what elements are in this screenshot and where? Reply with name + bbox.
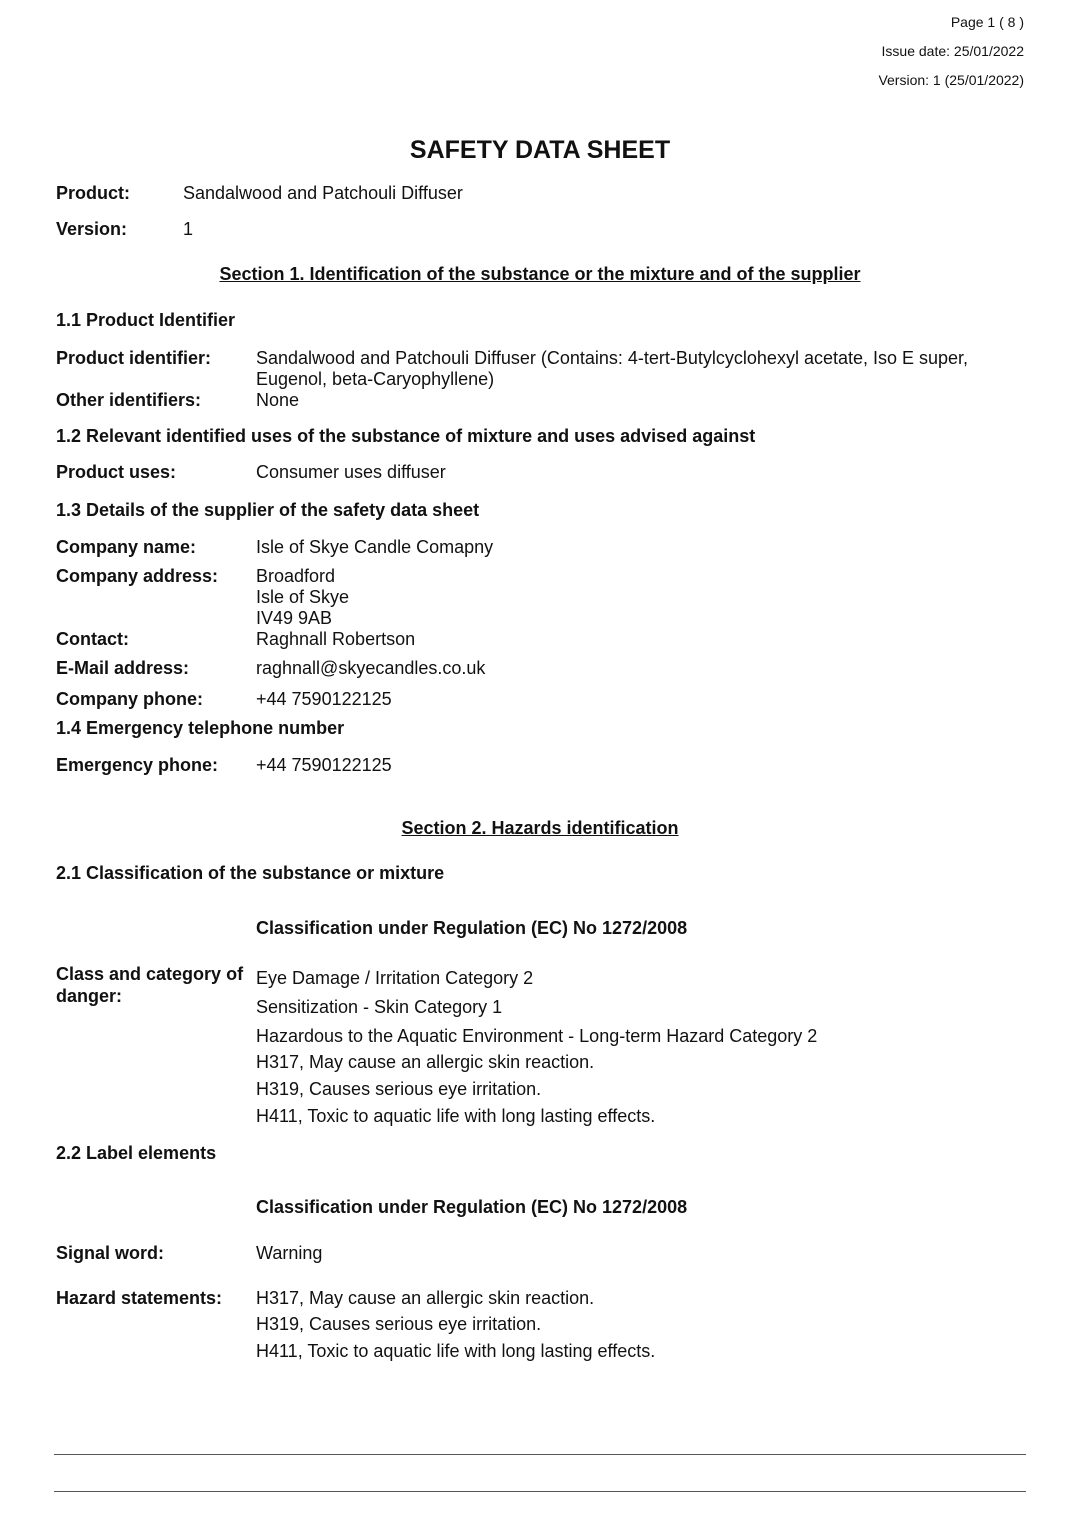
page-number: Page 1 ( 8 ) [950, 14, 1024, 30]
hazard-statement: H317, May cause an allergic skin reaction. [256, 1288, 595, 1308]
product-label: Product: [56, 183, 130, 203]
subsection-1-4: 1.4 Emergency telephone number [56, 718, 345, 738]
emergency-phone-label: Emergency phone: [56, 755, 219, 775]
product-uses-value: Consumer uses diffuser [256, 462, 446, 482]
signal-word-value: Warning [256, 1243, 323, 1263]
product-uses-label: Product uses: [56, 462, 177, 482]
classification-heading: Classification under Regulation (EC) No 1272/2008 [256, 918, 688, 938]
product-identifier-line-1: Sandalwood and Patchouli Diffuser (Contains: 4-tert-Butylcyclohexyl acetate, Iso E super, [256, 348, 969, 368]
section-2-heading: Section 2. Hazards identification [401, 818, 679, 838]
footer-rule-top [54, 1454, 1026, 1455]
product-identifier-label: Product identifier: [56, 348, 212, 368]
class-item: H411, Toxic to aquatic life with long lasting effects. [256, 1106, 656, 1126]
class-item: H317, May cause an allergic skin reaction. [256, 1052, 595, 1072]
subsection-1-3: 1.3 Details of the supplier of the safety data sheet [56, 500, 480, 520]
subsection-2-1: 2.1 Classification of the substance or mixture [56, 863, 445, 883]
version-info: Version: 1 (25/01/2022) [878, 72, 1024, 88]
company-phone-value: +44 7590122125 [256, 689, 392, 709]
product-identifier-line-2: Eugenol, beta-Caryophyllene) [256, 369, 495, 389]
hazard-statement: H319, Causes serious eye irritation. [256, 1314, 542, 1334]
signal-word-label: Signal word: [56, 1243, 164, 1263]
hazard-statements-label: Hazard statements: [56, 1288, 223, 1308]
other-identifiers-value: None [256, 390, 300, 410]
class-category-label: Class and category of danger: [56, 964, 244, 1006]
subsection-1-2: 1.2 Relevant identified uses of the substance of mixture and uses advised against [56, 426, 756, 446]
address-line-1: Broadford [256, 566, 336, 586]
class-item: Sensitization - Skin Category 1 [256, 997, 503, 1017]
section-1-heading: Section 1. Identification of the substance or the mixture and of the supplier [219, 264, 861, 284]
email-value: raghnall@skyecandles.co.uk [256, 658, 486, 678]
version-value: 1 [183, 219, 194, 239]
hazard-statement: H411, Toxic to aquatic life with long lasting effects. [256, 1341, 656, 1361]
subsection-1-1: 1.1 Product Identifier [56, 310, 236, 330]
other-identifiers-label: Other identifiers: [56, 390, 202, 410]
class-item: H319, Causes serious eye irritation. [256, 1079, 542, 1099]
footer-rule-bottom [54, 1491, 1026, 1492]
email-label: E-Mail address: [56, 658, 190, 678]
emergency-phone-value: +44 7590122125 [256, 755, 392, 775]
company-name-label: Company name: [56, 537, 197, 557]
subsection-2-2: 2.2 Label elements [56, 1143, 217, 1163]
contact-value: Raghnall Robertson [256, 629, 416, 649]
address-line-3: IV49 9AB [256, 608, 333, 628]
document-title: SAFETY DATA SHEET [409, 136, 671, 164]
company-name-value: Isle of Skye Candle Comapny [256, 537, 494, 557]
class-item: Hazardous to the Aquatic Environment - Long-term Hazard Category 2 [256, 1026, 818, 1046]
address-line-2: Isle of Skye [256, 587, 350, 607]
company-phone-label: Company phone: [56, 689, 203, 709]
issue-date: Issue date: 25/01/2022 [881, 43, 1024, 59]
contact-label: Contact: [56, 629, 129, 649]
version-label: Version: [56, 219, 128, 239]
class-item: Eye Damage / Irritation Category 2 [256, 968, 534, 988]
product-value: Sandalwood and Patchouli Diffuser [183, 183, 463, 203]
company-address-label: Company address: [56, 566, 219, 586]
classification-heading-2: Classification under Regulation (EC) No 1272/2008 [256, 1197, 688, 1217]
